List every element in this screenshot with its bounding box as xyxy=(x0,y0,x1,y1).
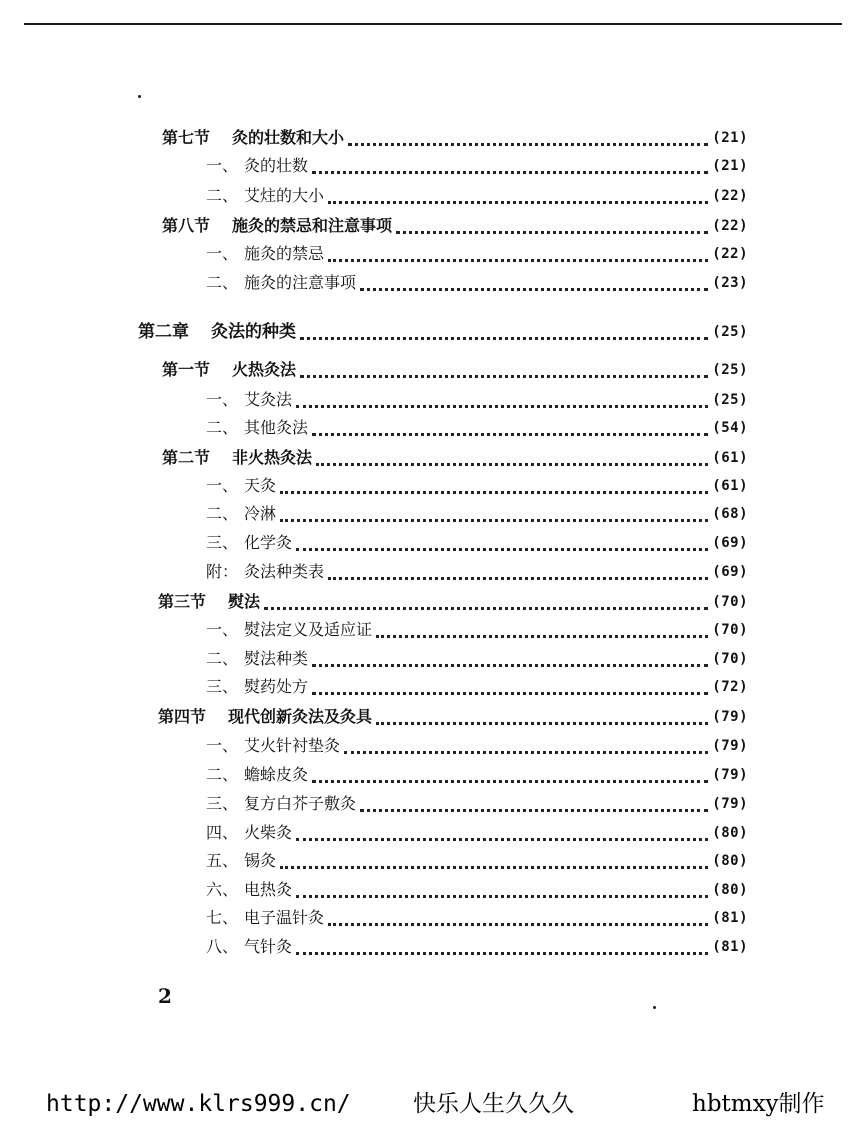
toc-item[interactable] xyxy=(206,269,748,297)
footer-credit: hbtmxy制作 xyxy=(692,1091,825,1117)
toc-label xyxy=(158,588,260,616)
toc-label xyxy=(162,356,296,384)
toc-number: 六、 xyxy=(206,880,239,899)
toc-page: (22) xyxy=(712,218,748,234)
toc-page: (70) xyxy=(712,594,748,610)
toc-item[interactable] xyxy=(206,673,748,701)
toc-number: 八、 xyxy=(206,937,239,956)
toc-number: 第四节 xyxy=(158,707,207,726)
toc-section[interactable] xyxy=(158,703,748,731)
toc-item[interactable] xyxy=(206,616,748,644)
toc-number: 第二章 xyxy=(138,322,189,342)
dot-leader xyxy=(296,393,708,408)
toc-number: 三、 xyxy=(206,677,239,696)
dot-leader xyxy=(328,565,708,580)
toc-label xyxy=(206,240,324,268)
toc-number: 三、 xyxy=(206,533,239,552)
toc-page: (79) xyxy=(712,796,748,812)
toc-item[interactable] xyxy=(206,500,748,528)
toc-number: 五、 xyxy=(206,851,239,870)
toc-item[interactable] xyxy=(206,472,748,500)
dot-leader xyxy=(396,219,708,234)
toc-page: (81) xyxy=(712,910,748,926)
toc-title: 施灸的禁忌和注意事项 xyxy=(232,216,393,235)
toc-title: 锡灸 xyxy=(244,851,277,870)
toc-item[interactable] xyxy=(206,904,748,932)
toc-label xyxy=(206,904,324,932)
toc-title: 冷淋 xyxy=(244,504,277,523)
toc-number: 一、 xyxy=(206,156,239,175)
toc-number: 第二节 xyxy=(162,448,211,467)
toc-label xyxy=(206,386,292,414)
toc-label xyxy=(138,318,296,346)
toc-number: 一、 xyxy=(206,736,239,755)
dot-leader xyxy=(328,247,708,262)
toc-label xyxy=(206,152,308,180)
toc-label xyxy=(206,529,292,557)
dot-leader xyxy=(300,325,708,340)
toc-title: 天灸 xyxy=(244,476,277,495)
toc-label xyxy=(206,182,324,210)
toc-label xyxy=(206,673,308,701)
toc-page: (68) xyxy=(712,506,748,522)
toc-title: 灸的壮数和大小 xyxy=(232,128,345,147)
toc-label xyxy=(206,732,340,760)
toc-title: 熨法定义及适应证 xyxy=(244,620,373,639)
toc-title: 电子温针灸 xyxy=(244,908,325,927)
toc-page: (69) xyxy=(712,535,748,551)
toc-item[interactable] xyxy=(206,761,748,789)
toc-page: (23) xyxy=(712,275,748,291)
dot-leader xyxy=(376,623,708,638)
toc-title: 艾火针衬垫灸 xyxy=(244,736,341,755)
toc-page: (25) xyxy=(712,362,748,378)
scan-speck xyxy=(653,1006,656,1009)
toc-title: 火热灸法 xyxy=(232,360,297,379)
toc-page: (54) xyxy=(712,420,748,436)
toc-title: 复方白芥子敷灸 xyxy=(244,794,357,813)
toc-item[interactable] xyxy=(206,933,748,961)
toc-title: 熨药处方 xyxy=(244,677,309,696)
toc-page: (25) xyxy=(712,324,748,340)
toc-number: 二、 xyxy=(206,186,239,205)
toc-section[interactable] xyxy=(162,444,748,472)
toc-label xyxy=(162,124,344,152)
dot-leader xyxy=(328,911,708,926)
dot-leader xyxy=(360,797,708,812)
dot-leader xyxy=(296,940,708,955)
dot-leader xyxy=(300,363,708,378)
dot-leader xyxy=(316,451,708,466)
toc-title: 电热灸 xyxy=(244,880,293,899)
dot-leader xyxy=(312,159,708,174)
dot-leader xyxy=(296,883,708,898)
toc-item[interactable] xyxy=(206,732,748,760)
toc-section[interactable] xyxy=(158,588,748,616)
toc-label xyxy=(162,212,392,240)
toc-item[interactable] xyxy=(206,152,748,180)
toc-chapter[interactable] xyxy=(138,318,748,346)
toc-section[interactable] xyxy=(162,124,748,152)
toc-item[interactable] xyxy=(206,414,748,442)
dot-leader xyxy=(296,826,708,841)
toc-label xyxy=(206,819,292,847)
toc-title: 非火热灸法 xyxy=(232,448,313,467)
toc-page: (79) xyxy=(712,767,748,783)
toc-item[interactable] xyxy=(206,790,748,818)
toc-item[interactable] xyxy=(206,819,748,847)
toc-title: 灸法种类表 xyxy=(244,562,325,581)
toc-title: 气针灸 xyxy=(244,937,293,956)
toc-label xyxy=(206,876,292,904)
toc-item[interactable] xyxy=(206,876,748,904)
toc-item[interactable] xyxy=(206,645,748,673)
toc-section[interactable] xyxy=(162,212,748,240)
toc-number: 一、 xyxy=(206,244,239,263)
toc-page: (21) xyxy=(712,158,748,174)
toc-page: (80) xyxy=(712,882,748,898)
toc-page: (61) xyxy=(712,450,748,466)
toc-item[interactable] xyxy=(206,558,748,586)
dot-leader xyxy=(348,131,708,146)
toc-title: 火柴灸 xyxy=(244,823,293,842)
toc-number: 第一节 xyxy=(162,360,211,379)
toc-title: 艾灸法 xyxy=(244,390,293,409)
toc-number: 一、 xyxy=(206,620,239,639)
toc-label xyxy=(206,847,276,875)
toc-page: (80) xyxy=(712,825,748,841)
toc-number: 附： xyxy=(206,562,239,581)
toc-page: (70) xyxy=(712,622,748,638)
toc-page: (79) xyxy=(712,738,748,754)
toc-label xyxy=(162,444,312,472)
dot-leader xyxy=(312,652,708,667)
toc-title: 施灸的注意事项 xyxy=(244,273,357,292)
toc-number: 三、 xyxy=(206,794,239,813)
toc-label xyxy=(206,933,292,961)
toc-number: 七、 xyxy=(206,908,239,927)
toc-page: (22) xyxy=(712,246,748,262)
toc-number: 第八节 xyxy=(162,216,211,235)
toc-page: (70) xyxy=(712,651,748,667)
page-number: 2 xyxy=(158,984,172,1008)
dot-leader xyxy=(280,507,708,522)
toc-title: 熨法种类 xyxy=(244,649,309,668)
toc-title: 其他灸法 xyxy=(244,418,309,437)
toc-title: 化学灸 xyxy=(244,533,293,552)
dot-leader xyxy=(360,276,708,291)
toc-page: (61) xyxy=(712,478,748,494)
toc-label xyxy=(206,500,276,528)
toc-item[interactable] xyxy=(206,182,748,210)
toc-item[interactable] xyxy=(206,386,748,414)
dot-leader xyxy=(376,710,708,725)
toc-item[interactable] xyxy=(206,529,748,557)
toc-number: 一、 xyxy=(206,390,239,409)
dot-leader xyxy=(280,854,708,869)
toc-page: (80) xyxy=(712,853,748,869)
toc-label xyxy=(206,472,276,500)
toc-label xyxy=(206,616,372,644)
toc-item[interactable] xyxy=(206,847,748,875)
toc-number: 二、 xyxy=(206,765,239,784)
toc-label xyxy=(206,414,308,442)
toc-number: 四、 xyxy=(206,823,239,842)
toc-title: 蟾蜍皮灸 xyxy=(244,765,309,784)
dot-leader xyxy=(312,680,708,695)
toc-title: 现代创新灸法及灸具 xyxy=(228,707,373,726)
toc-page: (72) xyxy=(712,679,748,695)
dot-leader xyxy=(344,739,708,754)
footer-motto: 快乐人生久久久 xyxy=(413,1091,574,1117)
toc-page: (69) xyxy=(712,564,748,580)
toc-title: 灸的壮数 xyxy=(244,156,309,175)
toc-page: (81) xyxy=(712,939,748,955)
toc-item[interactable] xyxy=(206,240,748,268)
toc-title: 施灸的禁忌 xyxy=(244,244,325,263)
toc-page: (79) xyxy=(712,709,748,725)
dot-leader xyxy=(264,595,708,610)
toc-title: 熨法 xyxy=(228,592,261,611)
toc-title: 艾炷的大小 xyxy=(244,186,325,205)
toc-label xyxy=(158,703,372,731)
toc-page: (25) xyxy=(712,392,748,408)
toc-number: 第七节 xyxy=(162,128,211,147)
toc-number: 二、 xyxy=(206,504,239,523)
toc-page: (22) xyxy=(712,188,748,204)
toc-number: 二、 xyxy=(206,273,239,292)
footer-url[interactable]: http://www.klrs999.cn/ xyxy=(46,1091,351,1117)
toc-section[interactable] xyxy=(162,356,748,384)
toc-number: 二、 xyxy=(206,418,239,437)
toc-page: (21) xyxy=(712,130,748,146)
dot-leader xyxy=(280,479,708,494)
dot-leader xyxy=(296,536,708,551)
toc-label xyxy=(206,645,308,673)
dot-leader xyxy=(328,189,708,204)
toc-label xyxy=(206,269,356,297)
toc-number: 一、 xyxy=(206,476,239,495)
toc-label xyxy=(206,790,356,818)
toc-title: 灸法的种类 xyxy=(211,322,296,342)
dot-leader xyxy=(312,768,708,783)
toc-label xyxy=(206,761,308,789)
toc-label xyxy=(206,558,324,586)
toc-number: 二、 xyxy=(206,649,239,668)
dot-leader xyxy=(312,421,708,436)
toc-number: 第三节 xyxy=(158,592,207,611)
